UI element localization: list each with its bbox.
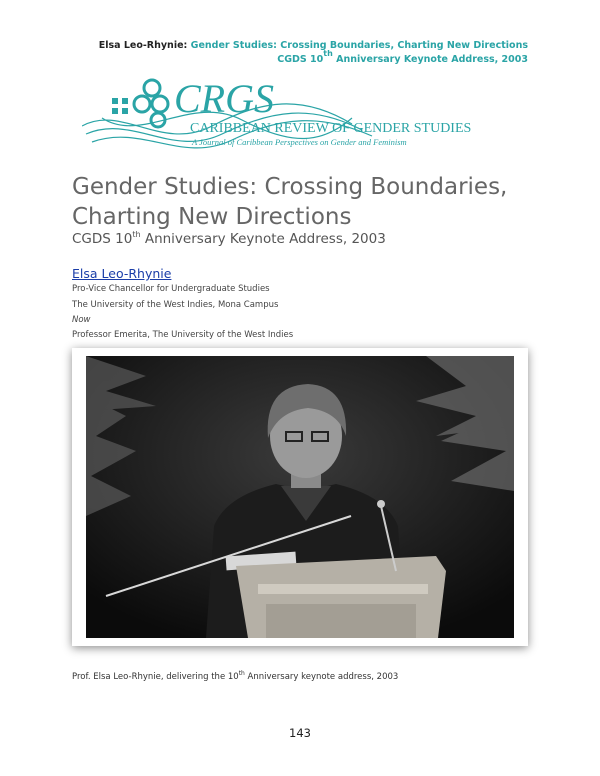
photo-frame bbox=[72, 348, 528, 646]
caption-sup: th bbox=[238, 670, 245, 677]
logo-squares-icon bbox=[112, 98, 128, 114]
affiliation-1: Pro-Vice Chancellor for Undergraduate Studies bbox=[72, 284, 270, 294]
affiliation-3 bbox=[72, 315, 91, 325]
article-subtitle bbox=[72, 231, 386, 247]
logo-journal-name: CARIBBEAN REVIEW OF GENDER STUDIES bbox=[190, 121, 472, 136]
running-header-sup: th bbox=[323, 49, 333, 58]
article-title bbox=[72, 172, 507, 232]
affiliation-4: Professor Emerita, The University of the West Indies bbox=[72, 330, 294, 340]
subtitle-text-rest: Anniversary Keynote Address, 2003 bbox=[140, 231, 386, 247]
article-title-line1: Gender Studies: Crossing Boundaries, bbox=[72, 174, 508, 200]
article-title-line2: Charting New Directions bbox=[72, 204, 352, 230]
affiliation-2: The University of the West Indies, Mona Campus bbox=[72, 300, 279, 310]
journal-logo bbox=[82, 74, 532, 166]
subtitle-sup: th bbox=[132, 230, 141, 239]
logo-wordmark: CRGS bbox=[174, 76, 274, 121]
logo-tagline: A Journal of Caribbean Perspectives on Gender and Feminism bbox=[192, 137, 407, 147]
running-header-line1 bbox=[99, 40, 528, 51]
affiliation-now: Now bbox=[72, 315, 91, 325]
running-header-author: Elsa Leo-Rhynie: bbox=[98, 40, 188, 51]
running-header-event: CGDS 10 bbox=[277, 54, 324, 65]
author-link[interactable]: Elsa Leo-Rhynie bbox=[72, 266, 172, 281]
page-number: 143 bbox=[289, 726, 311, 740]
caption-text: Prof. Elsa Leo-Rhynie, delivering the 10 bbox=[72, 672, 239, 682]
keynote-photo bbox=[86, 356, 514, 638]
caption-text-rest: Anniversary keynote address, 2003 bbox=[244, 672, 399, 682]
running-header-event-rest: Anniversary Keynote Address, 2003 bbox=[332, 54, 528, 65]
subtitle-text: CGDS 10 bbox=[72, 231, 133, 247]
running-header-title: Gender Studies: Crossing Boundaries, Charting New Directions bbox=[190, 40, 528, 51]
running-header-line2 bbox=[277, 49, 528, 65]
photo-caption bbox=[72, 672, 398, 682]
